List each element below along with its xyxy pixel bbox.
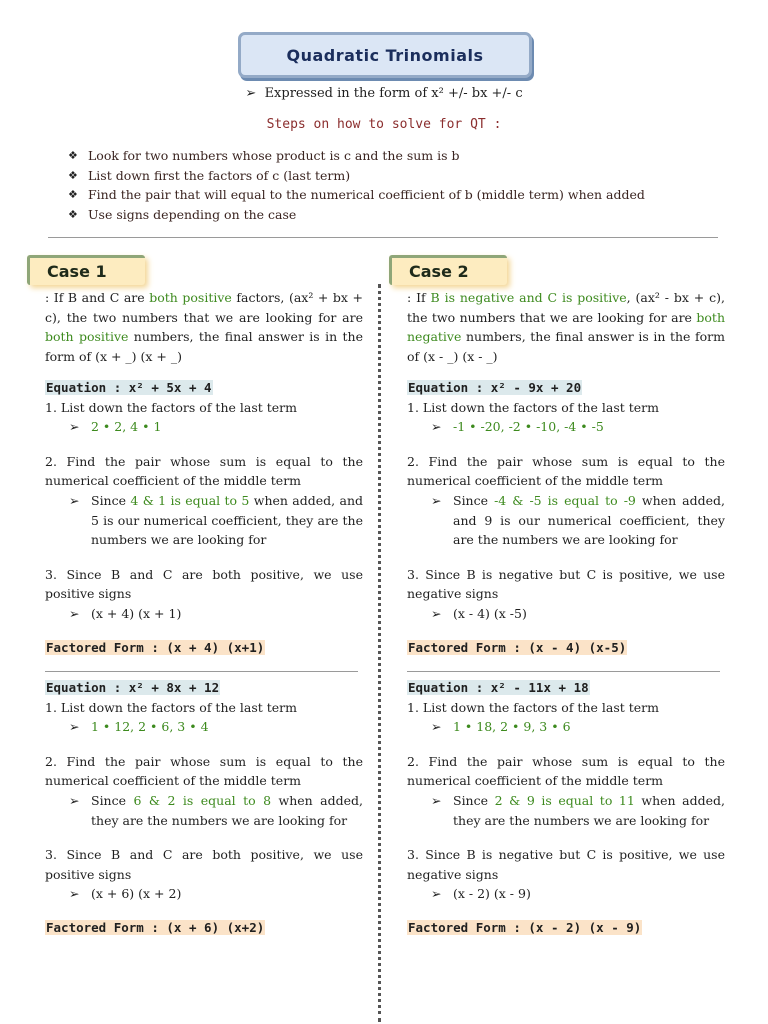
case-2-example-1 xyxy=(407,378,725,657)
factored-form: Factored Form : (x - 4) (x-5) xyxy=(408,639,627,655)
list-item: ❖ Look for two numbers whose product is c and the sum is b xyxy=(68,148,460,164)
since-line: ➢ Since 6 & 2 is equal to 8 when added, they are the numbers we are looking for xyxy=(69,791,363,830)
arrow-bullet-icon: ➢ xyxy=(431,886,442,902)
factored-form: Factored Form : (x - 2) (x - 9) xyxy=(408,919,642,935)
equation: Equation : x² + 8x + 12 xyxy=(46,680,220,695)
subtitle: Expressed in the form of x² +/- bx +/- c xyxy=(264,86,523,101)
step-2: 2. Find the pair whose sum is equal to the numerical coefficient of the middle term xyxy=(407,753,725,789)
factored-form: Factored Form : (x + 6) (x+2) xyxy=(46,919,265,935)
arrow-bullet-icon: ➢ xyxy=(69,419,80,435)
divider xyxy=(45,671,358,672)
steps-list xyxy=(68,146,645,224)
step-2: 2. Find the pair whose sum is equal to the numerical coefficient of the middle term xyxy=(407,453,725,489)
arrow-bullet-icon: ➢ xyxy=(431,719,442,735)
arrow-bullet-icon: ➢ xyxy=(69,792,80,808)
case-2-label: Case 2 xyxy=(389,255,507,285)
diamond-bullet-icon: ❖ xyxy=(68,188,78,202)
step-1: 1. List down the factors of the last term xyxy=(45,399,297,415)
factors-line: ➢ 2 • 2, 4 • 1 xyxy=(69,417,363,437)
diamond-bullet-icon: ❖ xyxy=(68,208,78,222)
case-2-intro: : If B is negative and C is positive, (ax² - bx + c), the two numbers that we are looking for are both negative numbers, the final answer is in the form of (x - _) (x - _) xyxy=(407,290,725,364)
subtitle-line xyxy=(0,86,768,101)
title-box xyxy=(238,32,532,78)
step-3: 3. Since B is negative but C is positive, we use negative signs xyxy=(407,847,725,882)
arrow-bullet-icon: ➢ xyxy=(69,719,80,735)
factored-form: Factored Form : (x + 4) (x+1) xyxy=(46,639,265,655)
answer-line: ➢ (x - 2) (x - 9) xyxy=(431,884,725,904)
list-item: ❖ Use signs depending on the case xyxy=(68,207,297,223)
case-2-example-2 xyxy=(407,678,725,938)
page-title: Quadratic Trinomials xyxy=(286,45,484,65)
divider xyxy=(48,237,718,238)
answer-line: ➢ (x + 6) (x + 2) xyxy=(69,884,363,904)
arrow-bullet-icon: ➢ xyxy=(431,492,442,508)
factors-line: ➢ -1 • -20, -2 • -10, -4 • -5 xyxy=(431,417,725,437)
steps-heading: Steps on how to solve for QT : xyxy=(266,117,502,132)
step-1: 1. List down the factors of the last term xyxy=(407,399,659,415)
diamond-bullet-icon: ❖ xyxy=(68,149,78,163)
case-1-example-2 xyxy=(45,678,363,938)
since-line: ➢ Since 4 & 1 is equal to 5 when added, and 5 is our numerical coefficient, they are the numbers we are looking for xyxy=(69,491,363,550)
case-1-example-1 xyxy=(45,378,363,657)
case-1-intro: : If B and C are both positive factors, (ax² + bx + c), the two numbers that we are looking for are both positive numbers, the final answer is in the form of (x + _) (x + _) xyxy=(45,290,364,364)
arrow-bullet-icon: ➢ xyxy=(69,886,80,902)
step-1: 1. List down the factors of the last term xyxy=(45,699,297,715)
step-1: 1. List down the factors of the last term xyxy=(407,699,659,715)
step-3: 3. Since B and C are both positive, we use positive signs xyxy=(45,847,363,882)
list-item: ❖ List down first the factors of c (last term) xyxy=(68,167,351,183)
arrow-bullet-icon: ➢ xyxy=(431,419,442,435)
answer-line: ➢ (x + 4) (x + 1) xyxy=(69,604,363,624)
factors-line: ➢ 1 • 12, 2 • 6, 3 • 4 xyxy=(69,717,363,737)
step-2: 2. Find the pair whose sum is equal to the numerical coefficient of the middle term xyxy=(45,453,363,489)
step-2: 2. Find the pair whose sum is equal to the numerical coefficient of the middle term xyxy=(45,753,363,789)
step-3: 3. Since B is negative but C is positive, we use negative signs xyxy=(407,566,725,602)
column-divider xyxy=(378,284,381,1022)
equation: Equation : x² - 11x + 18 xyxy=(408,680,589,695)
arrow-bullet-icon: ➢ xyxy=(245,86,265,101)
answer-line: ➢ (x - 4) (x -5) xyxy=(431,604,725,624)
diamond-bullet-icon: ❖ xyxy=(68,168,78,182)
equation: Equation : x² + 5x + 4 xyxy=(46,380,212,395)
divider xyxy=(407,671,720,672)
arrow-bullet-icon: ➢ xyxy=(431,792,442,808)
list-item: ❖ Find the pair that will equal to the numerical coefficient of b (middle term) when added xyxy=(68,187,645,203)
since-line: ➢ Since -4 & -5 is equal to -9 when added, and 9 is our numerical coefficient, they are the numbers we are looking for xyxy=(431,491,725,550)
arrow-bullet-icon: ➢ xyxy=(431,605,442,621)
factors-line: ➢ 1 • 18, 2 • 9, 3 • 6 xyxy=(431,717,725,737)
case-1-label: Case 1 xyxy=(27,255,145,285)
arrow-bullet-icon: ➢ xyxy=(69,605,80,621)
since-line: ➢ Since 2 & 9 is equal to 11 when added, they are the numbers we are looking for xyxy=(431,791,725,830)
arrow-bullet-icon: ➢ xyxy=(69,492,80,508)
step-3: 3. Since B and C are both positive, we use positive signs xyxy=(45,566,363,602)
equation: Equation : x² - 9x + 20 xyxy=(408,380,582,395)
